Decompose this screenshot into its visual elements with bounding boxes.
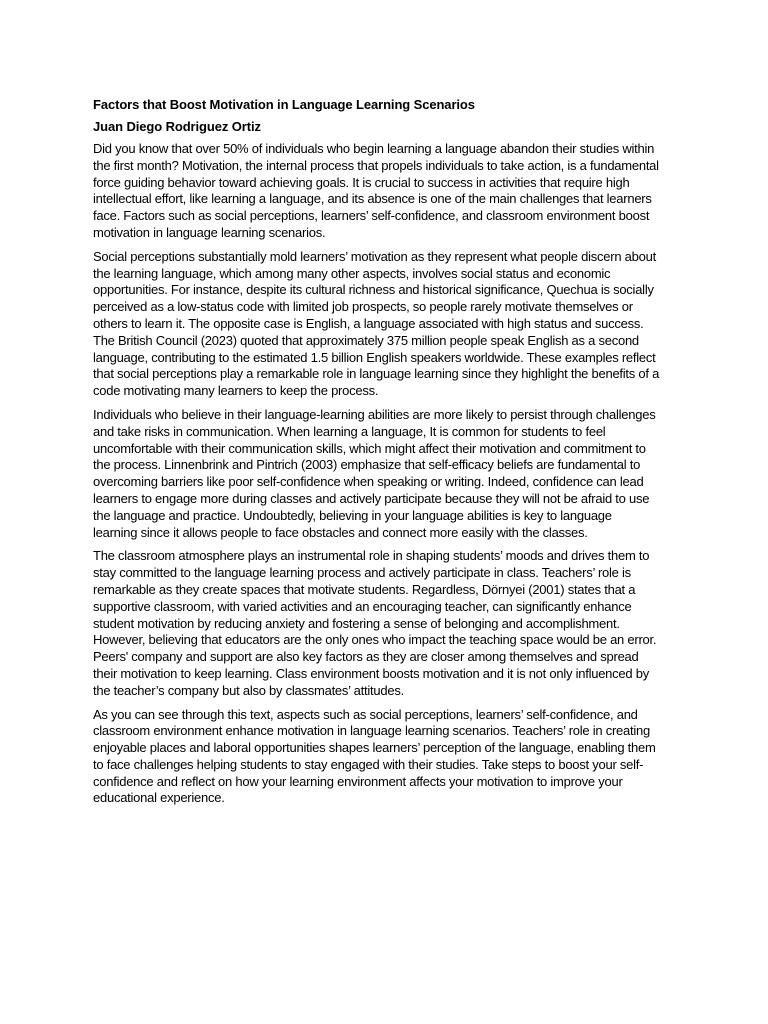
- paragraph-line: The British Council (2023) quoted that approximately 375 million people speak English as a second: [93, 332, 639, 348]
- paragraph-intro: [93, 141, 675, 242]
- paragraph-line: code motivating many learners to keep the process.: [93, 383, 379, 399]
- paragraph-line: that social perceptions play a remarkable role in language learning since they highlight the benefits of a: [93, 366, 660, 382]
- paragraph-classroom-atmosphere: [93, 548, 675, 699]
- paragraph-line: Did you know that over 50% of individuals who begin learning a language abandon their studies within: [93, 141, 655, 156]
- paragraph-line: perceived as a low-status code with limited job prospects, so people rarely motivate themselves or: [93, 299, 633, 315]
- paragraph-line: Peers' company and support are also key factors as they are closer among themselves and spread: [93, 649, 639, 665]
- paragraph-line: supportive classroom, with varied activities and an encouraging teacher, can significantly enhance: [93, 598, 632, 614]
- paragraph-line: enjoyable places and laboral opportunities shapes learners’ perception of the language, enabling them: [93, 740, 656, 756]
- paragraph-line: the process. Linnenbrink and Pintrich (2003) emphasize that self-efficacy beliefs are fundamental to: [93, 457, 641, 473]
- paragraph-line: The classroom atmosphere plays an instrumental role in shaping students’ moods and drives them to: [93, 548, 650, 564]
- paragraph-line: learners to engage more during classes and actively participate because they will not be afraid to use: [93, 490, 650, 506]
- paragraph-line: the first month? Motivation, the internal process that propels individuals to take action, is a fundamental: [93, 157, 659, 173]
- paragraph-self-confidence: [93, 407, 675, 541]
- paragraph-line: student motivation by reducing anxiety and fostering a sense of belonging and accomplishment.: [93, 615, 620, 631]
- paragraph-line: Individuals who believe in their language-learning abilities are more likely to persist through challenges: [93, 406, 656, 422]
- document-page: [93, 97, 675, 814]
- paragraph-line: confidence and reflect on how your learning environment affects your motivation to improve your: [93, 773, 623, 789]
- paragraph-line: classroom environment enhance motivation in language learning scenarios. Teachers’ role in creating: [93, 723, 650, 739]
- paragraph-line: intellectual effort, like learning a language, and its absence is one of the main challenges that learners: [93, 191, 652, 207]
- paragraph-line: others to learn it. The opposite case is English, a language associated with high status and success.: [93, 315, 644, 331]
- paragraph-line: the language and practice. Undoubtedly, believing in your language abilities is key to language: [93, 507, 612, 523]
- paragraph-line: stay committed to the language learning process and actively participate in class. Teachers’ role is: [93, 565, 631, 581]
- paragraph-line: to face challenges helping students to stay engaged with their studies. Take steps to boost your self-: [93, 756, 644, 772]
- document-title: Factors that Boost Motivation in Language Learning Scenarios: [93, 97, 475, 112]
- paragraph-line: face. Factors such as social perceptions, learners’ self-confidence, and classroom environment boost: [93, 208, 650, 224]
- paragraph-line: motivation in language learning scenarios.: [93, 224, 326, 240]
- paragraph-line: force guiding behavior toward achieving goals. It is crucial to success in activities that require high: [93, 174, 630, 190]
- paragraph-line: the teacher’s company but also by classmates’ attitudes.: [93, 682, 404, 698]
- paragraph-line: As you can see through this text, aspects such as social perceptions, learners’ self-confidence, and: [93, 706, 638, 722]
- paragraph-line: opportunities. For instance, despite its cultural richness and historical significance, Quechua is socially: [93, 282, 654, 298]
- paragraph-line: Social perceptions substantially mold learners’ motivation as they represent what people discern about: [93, 248, 656, 264]
- paragraph-line: and take risks in communication. When learning a language, It is common for students to feel: [93, 423, 606, 439]
- paragraph-line: overcoming barriers like poor self-confidence when speaking or writing. Indeed, confidence can lead: [93, 474, 644, 490]
- paragraph-line: language, contributing to the estimated 1.5 billion English speakers worldwide. These examples reflect: [93, 349, 656, 365]
- paragraph-line: educational experience.: [93, 790, 225, 806]
- paragraph-conclusion: [93, 707, 675, 808]
- paragraph-social-perceptions: [93, 249, 675, 400]
- paragraph-line: However, believing that educators are the only ones who impact the teaching space would be an error.: [93, 632, 657, 648]
- paragraph-line: the learning language, which among many other aspects, involves social status and economic: [93, 265, 611, 281]
- paragraph-line: learning since it allows people to face obstacles and connect more easily with the classes.: [93, 524, 588, 540]
- paragraph-line: their motivation to keep learning. Class environment boosts motivation and it is not only influenced by: [93, 665, 649, 681]
- paragraph-line: remarkable as they create spaces that motivate students. Regardless, Dörnyei (2001) states that a: [93, 581, 636, 597]
- paragraph-line: uncomfortable with their communication skills, which might affect their motivation and commitment to: [93, 440, 646, 456]
- document-author: Juan Diego Rodriguez Ortiz: [93, 119, 261, 134]
